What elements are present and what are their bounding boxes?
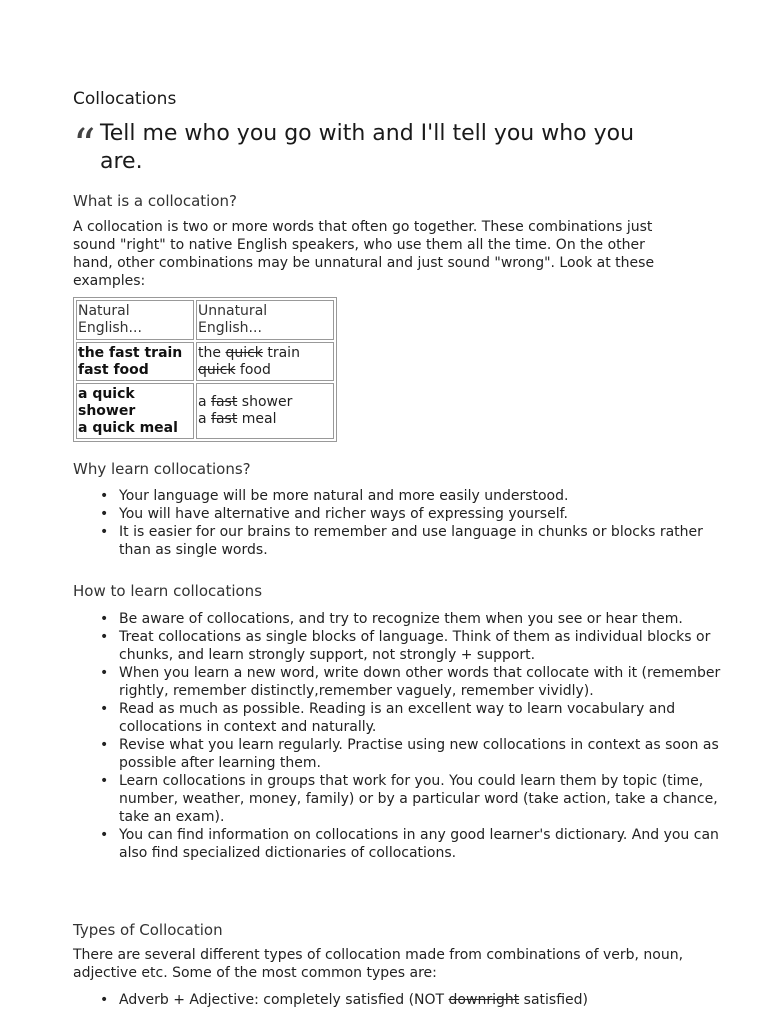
table-header-row xyxy=(76,300,334,340)
list-item: • Read as much as possible. Reading is an excellent way to learn vocabulary and collocations in context and naturally. xyxy=(119,700,734,736)
types-paragraph: There are several different types of collocation made from combinations of verb, noun, adjective etc. Some of the most common types are: xyxy=(73,947,684,981)
unnatural-cell xyxy=(196,342,334,381)
list-item: • Your language will be more natural and more easily understood. xyxy=(119,487,734,505)
natural-example: a quick meal xyxy=(78,419,178,436)
why-list xyxy=(73,487,734,559)
unnatural-example: quick food xyxy=(198,361,271,378)
natural-example: fast food xyxy=(78,361,149,378)
header-natural: Natural English... xyxy=(76,300,194,340)
unnatural-cell xyxy=(196,383,334,439)
natural-example: a quick shower xyxy=(78,385,136,419)
list-item: • When you learn a new word, write down other words that collocate with it (remember rightly, remember distinctly,remember vaguely, remember vividly). xyxy=(119,664,734,700)
natural-cell xyxy=(76,342,194,381)
table-row xyxy=(76,342,334,381)
struck-word: fast xyxy=(211,394,238,410)
struck-word: downright xyxy=(448,992,520,1008)
list-item: • Treat collocations as single blocks of language. Think of them as individual blocks or chunks, and learn strongly support, not strongly + support. xyxy=(119,628,734,664)
how-list xyxy=(73,610,734,862)
examples-table xyxy=(73,297,337,442)
struck-word: quick xyxy=(198,361,236,378)
quote-mark-icon: “ xyxy=(73,120,96,171)
heading-how-to-learn: How to learn collocations xyxy=(73,582,263,600)
list-item: • Be aware of collocations, and try to recognize them when you see or hear them. xyxy=(119,610,734,628)
heading-why-learn: Why learn collocations? xyxy=(73,460,251,478)
table-row xyxy=(76,383,334,439)
unnatural-example: a fast shower xyxy=(198,394,293,410)
list-item: • Learn collocations in groups that work for you. You could learn them by topic (time, number, weather, money, family) or by a particular word (take action, take a chance, take an exam). xyxy=(119,772,734,826)
struck-word: quick xyxy=(225,344,263,361)
list-item: • You can find information on collocations in any good learner's dictionary. And you can also find specialized dictionaries of collocations. xyxy=(119,826,734,862)
list-item: • It is easier for our brains to remember and use language in chunks or blocks rather than as single words. xyxy=(119,523,734,559)
quote-text: Tell me who you go with and I'll tell you who you are. xyxy=(100,121,635,174)
types-list xyxy=(73,991,734,1009)
heading-types: Types of Collocation xyxy=(73,921,223,939)
list-item: • Revise what you learn regularly. Practise using new collocations in context as soon as possible after learning them. xyxy=(119,736,734,772)
natural-example: the fast train xyxy=(78,344,183,361)
unnatural-example: the quick train xyxy=(198,344,300,361)
intro-paragraph: A collocation is two or more words that often go together. These combinations just sound "right" to native English speakers, who use them all the time. On the other hand, other combinations may be unnatural and just sound "wrong". Look at these examples: xyxy=(73,219,655,289)
natural-cell xyxy=(76,383,194,439)
heading-what-is-collocation: What is a collocation? xyxy=(73,192,237,210)
list-item: • You will have alternative and richer ways of expressing yourself. xyxy=(119,505,734,523)
struck-word: fast xyxy=(211,411,238,427)
list-item: • Adverb + Adjective: completely satisfied (NOT downright satisfied) xyxy=(119,991,734,1009)
page-title: Collocations xyxy=(73,89,177,109)
header-unnatural: Unnatural English... xyxy=(196,300,334,340)
unnatural-example: a fast meal xyxy=(198,411,277,427)
